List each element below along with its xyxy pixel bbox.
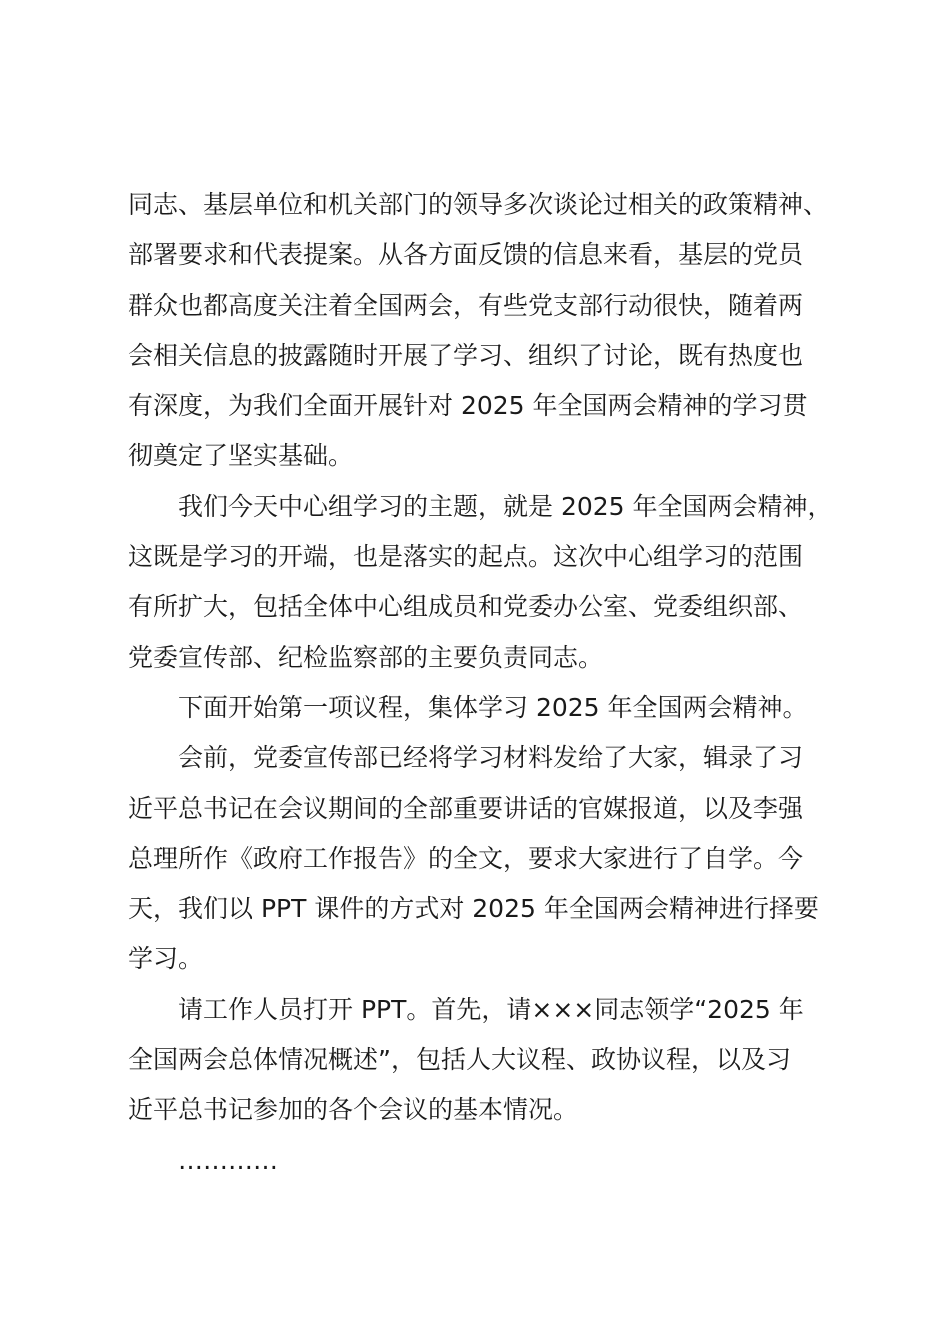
text-line: 天，我们以 PPT 课件的方式对 2025 年全国两会精神进行择要 xyxy=(128,894,819,924)
text-line: 总理所作《政府工作报告》的全文，要求大家进行了自学。今 xyxy=(128,843,804,873)
text-line: 同志、基层单位和机关部门的领导多次谈论过相关的政策精神、 xyxy=(128,190,829,219)
document-body xyxy=(128,180,838,1186)
text-line: 群众也都高度关注着全国两会，有些党支部行动很快，随着两 xyxy=(128,290,804,320)
paragraph-6-ellipsis xyxy=(128,1136,838,1186)
text-line: 我们今天中心组学习的主题，就是 2025 年全国两会精神， xyxy=(178,491,833,521)
text-line: 请工作人员打开 PPT。首先，请×××同志领学“2025 年 xyxy=(178,994,804,1024)
paragraph-2 xyxy=(128,482,838,683)
paragraph-4 xyxy=(128,733,838,984)
paragraph-5 xyxy=(128,985,838,1136)
text-line: 部署要求和代表提案。从各方面反馈的信息来看，基层的党员 xyxy=(128,240,804,270)
text-line: 会相关信息的披露随时开展了学习、组织了讨论，既有热度也 xyxy=(128,340,804,370)
text-line: 有所扩大，包括全体中心组成员和党委办公室、党委组织部、 xyxy=(128,592,804,622)
text-line: 下面开始第一项议程，集体学习 2025 年全国两会精神。 xyxy=(178,692,808,722)
text-line: 近平总书记在会议期间的全部重要讲话的官媒报道，以及李强 xyxy=(128,793,804,823)
ellipsis-line: ………… xyxy=(178,1145,278,1175)
text-line: 这既是学习的开端，也是落实的起点。这次中心组学习的范围 xyxy=(128,542,804,572)
text-line: 有深度，为我们全面开展针对 2025 年全国两会精神的学习贯 xyxy=(128,391,808,421)
text-line: 近平总书记参加的各个会议的基本情况。 xyxy=(128,1095,579,1125)
text-line: 会前，党委宣传部已经将学习材料发给了大家，辑录了习 xyxy=(178,743,804,773)
text-line: 彻奠定了坚实基础。 xyxy=(128,441,354,471)
text-line: 全国两会总体情况概述”，包括人大议程、政协议程，以及习 xyxy=(128,1045,791,1075)
text-line: 学习。 xyxy=(128,944,204,974)
paragraph-1 xyxy=(128,180,838,482)
text-line: 党委宣传部、纪检监察部的主要负责同志。 xyxy=(128,642,604,672)
paragraph-3 xyxy=(128,683,838,733)
